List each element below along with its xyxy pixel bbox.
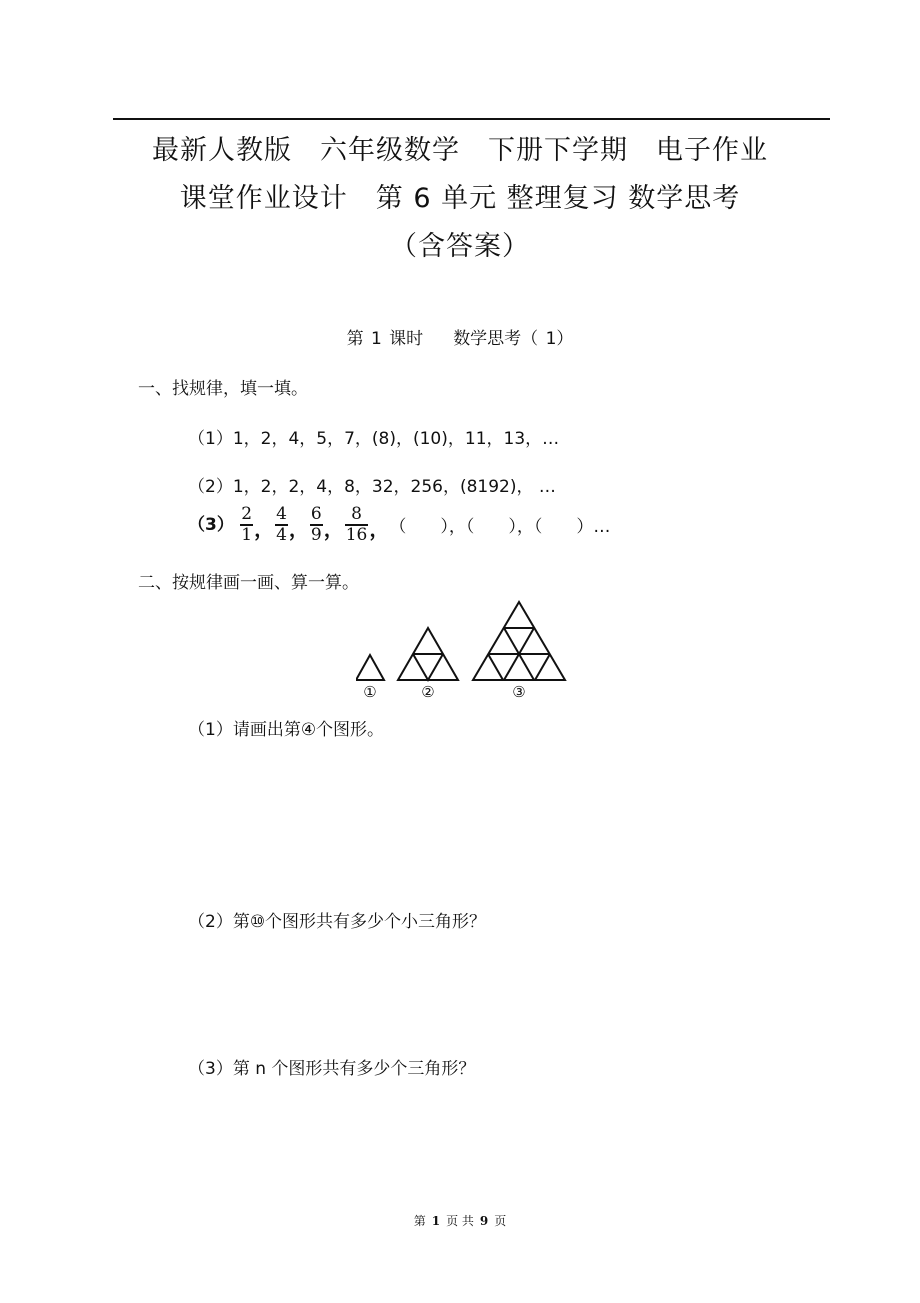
triangle-pattern-figure bbox=[356, 598, 568, 700]
figure-1-triangle bbox=[356, 655, 384, 680]
section-2-question-3: （3）第 n 个图形共有多少个三角形？ bbox=[188, 1059, 476, 1079]
document-title-line-3: （含答案） bbox=[390, 231, 530, 262]
header-rule bbox=[113, 118, 830, 120]
figure-label-2: ② bbox=[421, 683, 435, 700]
footer-total-pages: 9 bbox=[479, 1214, 489, 1228]
fraction-separator: ， bbox=[323, 516, 344, 541]
section-2-question-1: （1）请画出第④个图形。 bbox=[188, 720, 385, 740]
fraction-1: $\frac{2}{1}$ bbox=[241, 504, 253, 545]
footer-prefix: 第 bbox=[413, 1214, 426, 1228]
section-1-heading: 一、找规律，填一填。 bbox=[138, 379, 308, 399]
lesson-heading bbox=[0, 324, 920, 349]
fraction-separator: ， bbox=[288, 516, 309, 541]
answer-blanks: （ ），（ ），（ ）… bbox=[389, 517, 611, 538]
lesson-number: 第 1 课时 bbox=[346, 329, 424, 349]
fraction-2: $\frac{4}{4}$ bbox=[276, 504, 287, 545]
fraction-3: $\frac{6}{9}$ bbox=[310, 504, 322, 545]
figure-label-3: ③ bbox=[512, 683, 526, 700]
document-title-line-1: 最新人教版 六年级数学 下册下学期 电子作业 bbox=[152, 135, 768, 166]
fraction-4: $\frac{8}{16}$ bbox=[345, 504, 368, 545]
document-title-line-2: 课堂作业设计 第 6 单元 整理复习 数学思考 bbox=[179, 183, 741, 214]
figure-3-line bbox=[535, 654, 550, 680]
section-2-heading: 二、按规律画一画、算一算。 bbox=[138, 573, 359, 593]
section-2-question-2: （2）第⑩个图形共有多少个小三角形？ bbox=[188, 912, 487, 932]
fraction-separator: ， bbox=[254, 516, 275, 541]
lesson-name: 数学思考（ 1） bbox=[453, 329, 574, 349]
figure-3-line bbox=[488, 654, 503, 680]
footer-page-number: 1 bbox=[431, 1214, 441, 1228]
fraction-separator: ， bbox=[369, 516, 390, 541]
figure-label-1: ① bbox=[363, 683, 377, 700]
figure-2-inner-triangle bbox=[413, 654, 443, 680]
figure-3-outline bbox=[473, 602, 565, 680]
question-3-label: （3） bbox=[188, 514, 234, 535]
footer-suffix: 页 bbox=[494, 1214, 507, 1228]
page-footer bbox=[0, 1212, 920, 1229]
section-1-question-3 bbox=[188, 505, 610, 545]
section-1-question-1: （1）1，2，4，5，7，(8)，(10)，11，13，… bbox=[188, 429, 560, 449]
footer-middle: 页 共 bbox=[446, 1214, 474, 1228]
section-1-question-2: （2）1，2，2，4，8，32，256，(8192)， … bbox=[188, 477, 556, 497]
